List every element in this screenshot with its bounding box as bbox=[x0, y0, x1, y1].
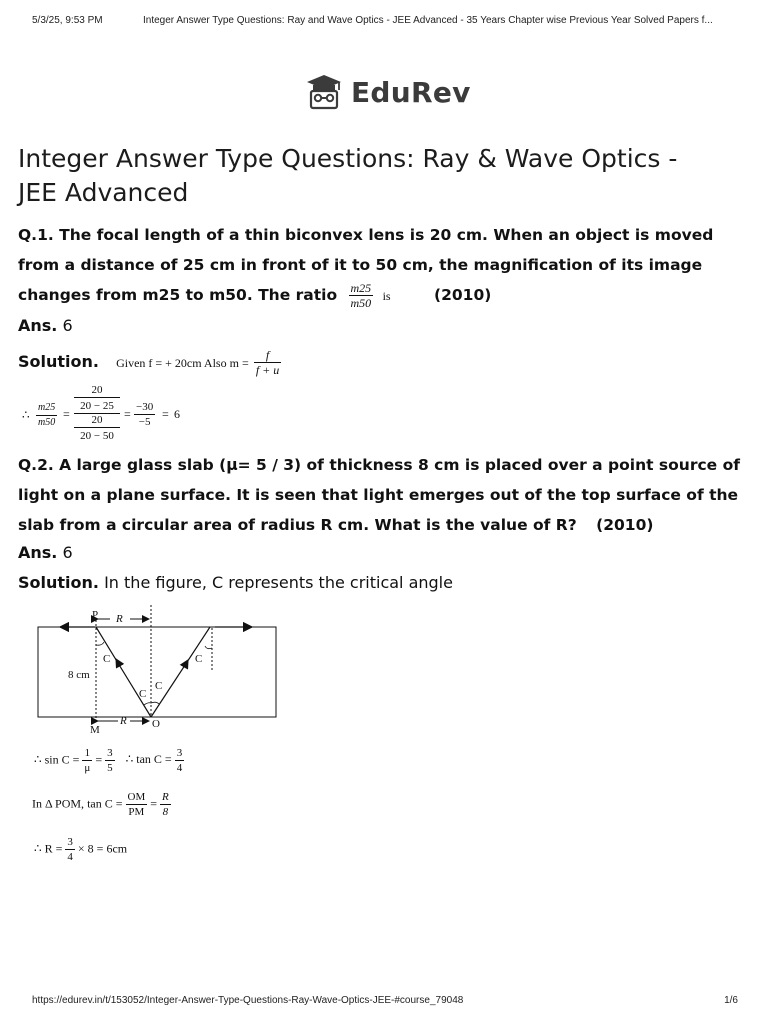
label-C-right: C bbox=[195, 653, 203, 665]
label-thickness: 8 cm bbox=[68, 669, 90, 681]
answer-1-value: 6 bbox=[62, 316, 73, 335]
label-R-bottom: R bbox=[120, 715, 127, 727]
question-2-text: Q.2. A large glass slab (μ= 5 / 3) of thickness 8 cm is placed over a point source of light on a plane surface. It is seen that light emerges out of the top surface of the slab from a circular area of radius R cm. What is the value of R? bbox=[18, 456, 740, 534]
ratio-fraction: $\frac{m25}{m50}$ bbox=[350, 281, 372, 310]
footer-url[interactable]: https://edurev.in/t/153052/Integer-Answer-Type-Questions-Ray-Wave-Optics-JEE-#course_79048 bbox=[32, 995, 464, 1006]
sin-tan-equation: ∴ sin C = $\frac{1}{\mu}$ = $\frac{3}{5}$ ∴ tan C = $\frac{3}{4}$ bbox=[34, 747, 183, 774]
answer-2-value: 6 bbox=[62, 543, 73, 562]
solution-2-label: Solution. bbox=[18, 573, 99, 592]
complex-fraction: 20 20 − 25 20 20 − 50 bbox=[74, 384, 120, 443]
label-C-mid-left: C bbox=[139, 688, 147, 700]
print-header bbox=[0, 15, 768, 29]
question-2 bbox=[18, 450, 753, 540]
solution-2: Solution. In the figure, C represents the critical angle bbox=[18, 573, 453, 592]
solution-1: Solution. Given f = + 20cm Also m = $\frac{f}{f + u}$ bbox=[18, 348, 280, 377]
ratio-calculation: ∴ $\frac{m25}{m50}$ = 20 20 − 25 20 20 − 50 = $\frac{-30}{-5}$ = 6 bbox=[22, 384, 180, 442]
question-1: Q.1. The focal length of a thin biconvex lens is 20 cm. When an object is moved from a distance of 25 cm in front of it to 50 cm, the magnification of its image changes from m25 to m50. The ratio $\frac{m25}{m50}$ is (2010) bbox=[18, 226, 714, 310]
answer-2: Ans. 6 bbox=[18, 543, 73, 562]
question-2-year: (2010) bbox=[596, 516, 654, 534]
page-number: 1/6 bbox=[724, 995, 738, 1006]
label-R-top: R bbox=[116, 613, 123, 625]
solution-1-label: Solution. bbox=[18, 352, 99, 371]
graduation-cap-icon bbox=[305, 74, 343, 110]
triangle-equation: In Δ POM, tan C = $\frac{OM}{PM}$ = $\frac{R}{8}$ bbox=[32, 791, 169, 818]
label-M: M bbox=[90, 724, 100, 736]
edurev-logo[interactable] bbox=[305, 72, 471, 112]
label-O: O bbox=[152, 718, 160, 730]
label-C-left: C bbox=[103, 653, 111, 665]
label-P: P bbox=[92, 609, 99, 621]
print-title: Integer Answer Type Questions: Ray and Wave Optics - JEE Advanced - 35 Years Chapter wise Previous Year Solved Papers f... bbox=[143, 15, 713, 26]
question-1-year: (2010) bbox=[434, 286, 492, 304]
logo-text: EduRev bbox=[351, 75, 471, 109]
print-date: 5/3/25, 9:53 PM bbox=[32, 15, 103, 26]
question-1-text: Q.1. The focal length of a thin biconvex lens is 20 cm. When an object is moved from a distance of 25 cm in front of it to 50 cm, the magnification of its image changes from m25 to m50. The ratio bbox=[18, 226, 714, 304]
result-equation: ∴ R = $\frac{3}{4}$ × 8 = 6cm bbox=[34, 836, 128, 863]
answer-1: Ans. 6 bbox=[18, 316, 73, 335]
glass-slab-diagram bbox=[30, 600, 290, 740]
page-title: Integer Answer Type Questions: Ray & Wave Optics - JEE Advanced bbox=[18, 144, 678, 207]
label-C-mid-right: C bbox=[155, 680, 163, 692]
